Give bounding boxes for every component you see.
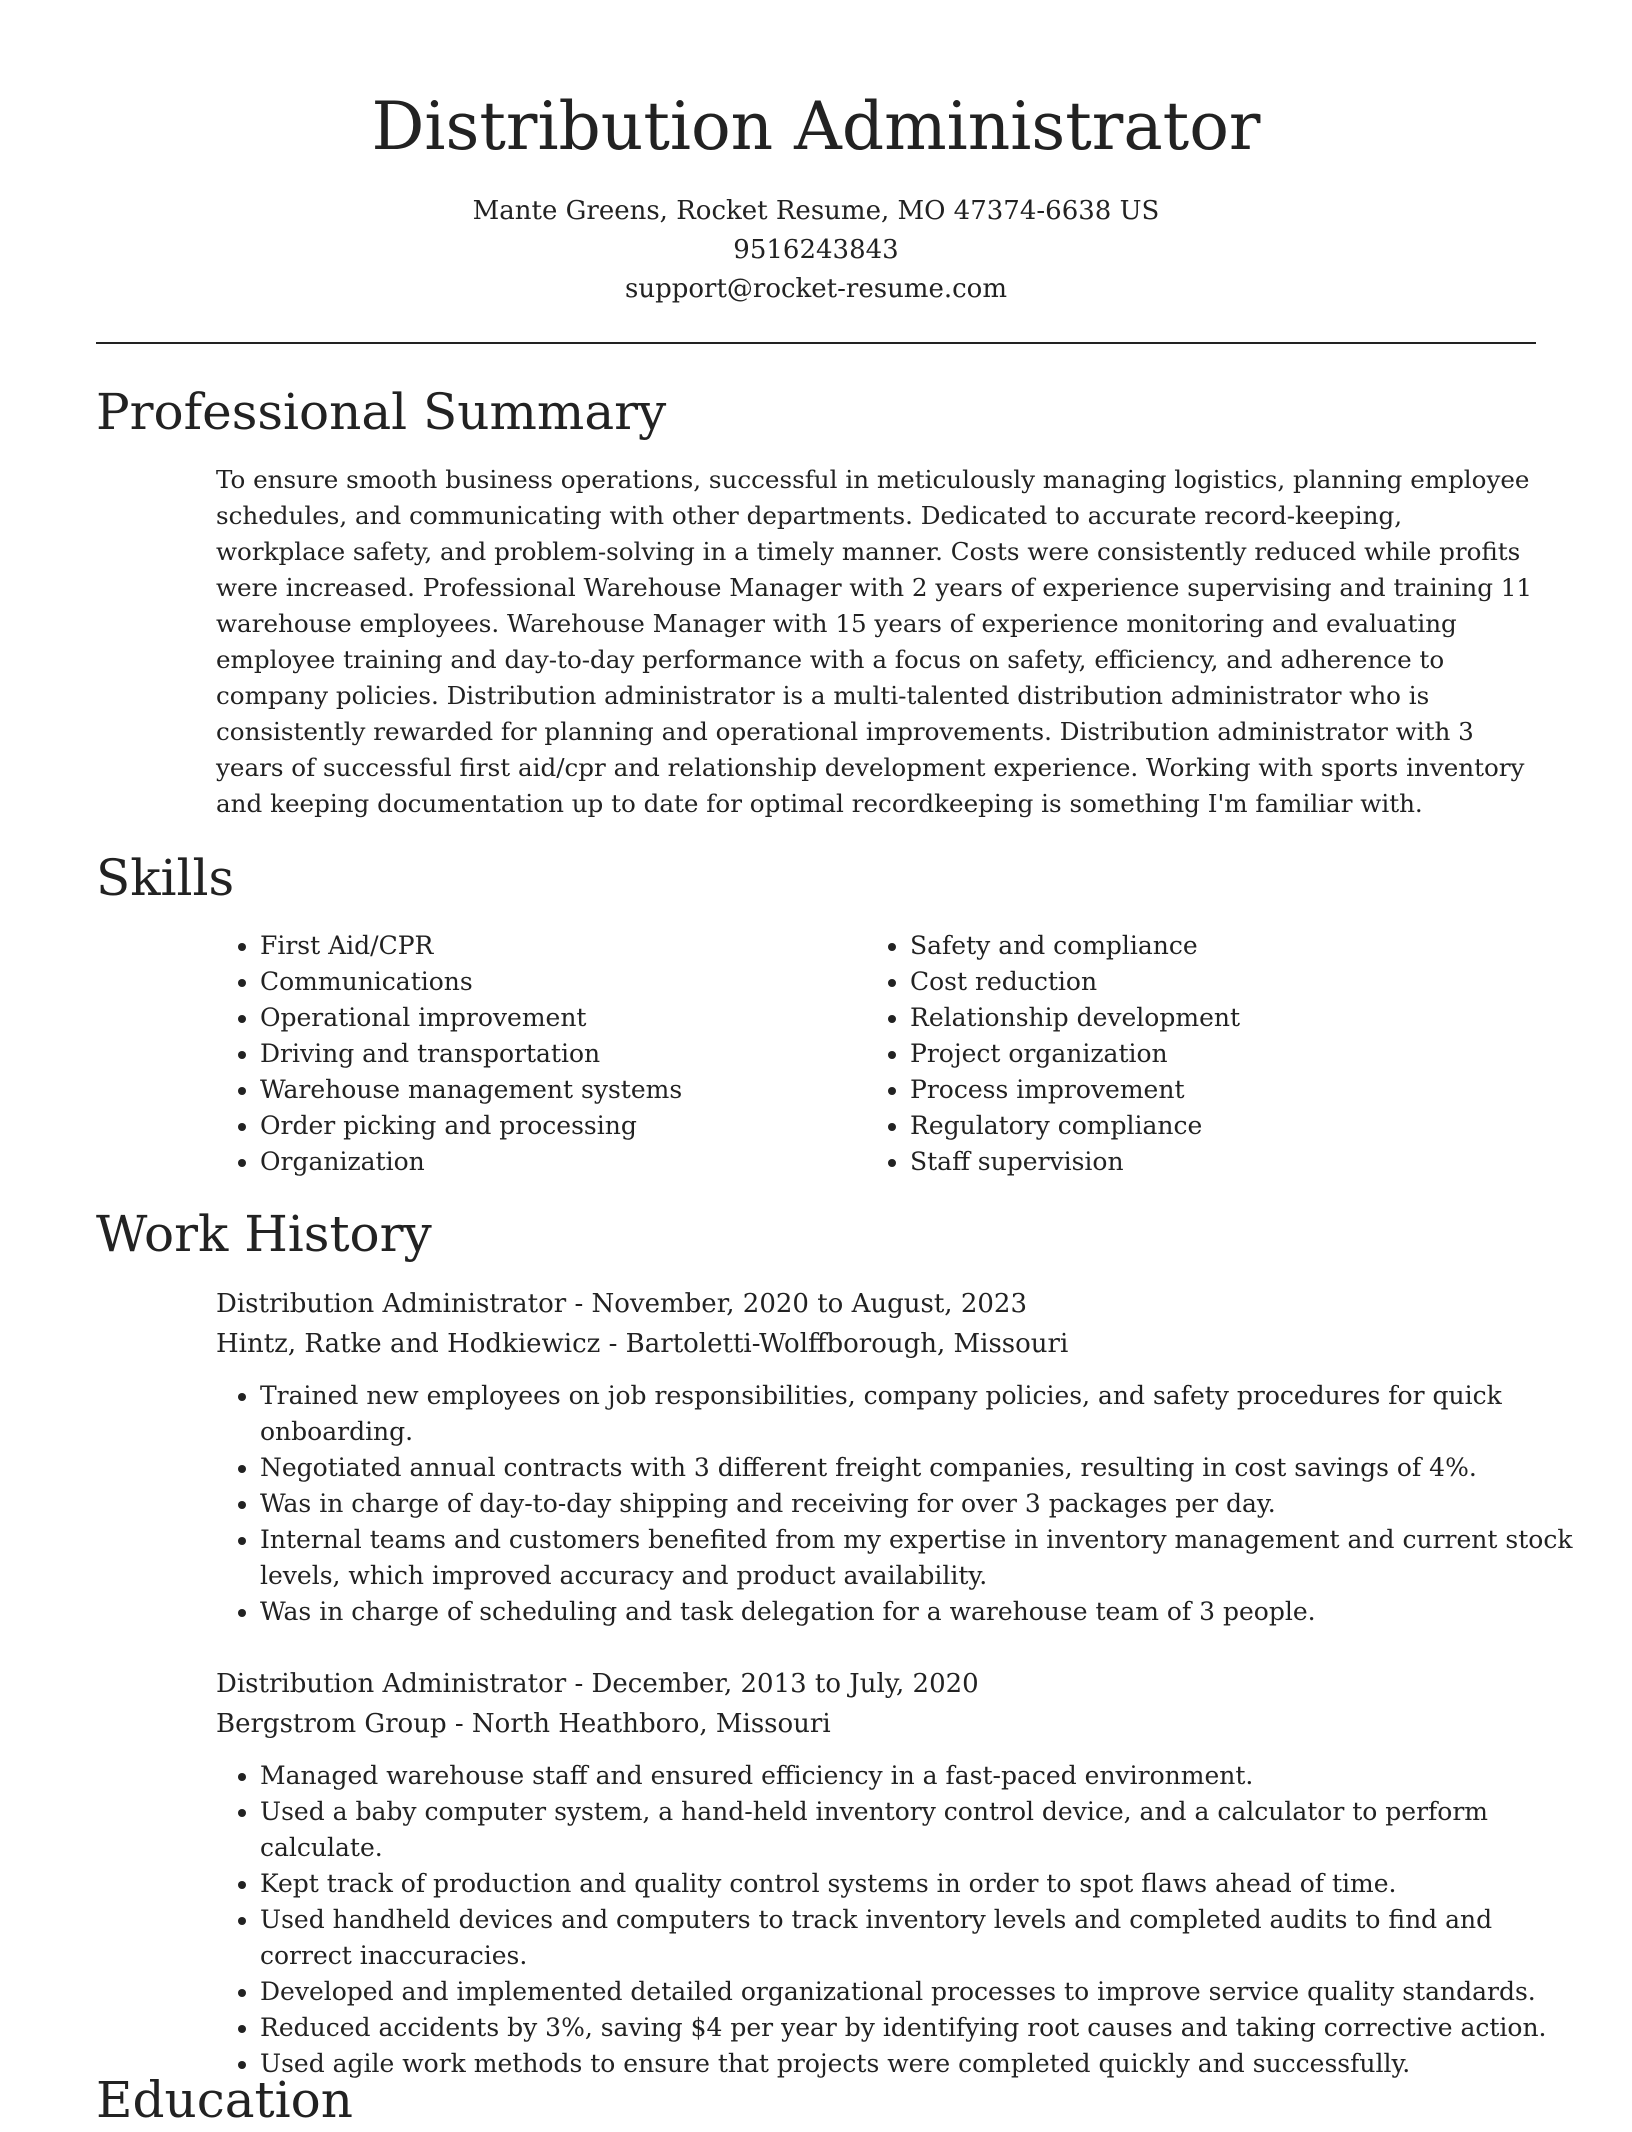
job-location: - North Heathboro, Missouri <box>446 1709 831 1739</box>
job-company-line <box>216 1324 1068 1364</box>
job-dates: - November, 2020 to August, 2023 <box>566 1289 1027 1319</box>
skill-item: • Organization <box>260 1144 860 1180</box>
job-title-line <box>216 1664 979 1704</box>
job-title-line <box>216 1284 1027 1324</box>
skill-item: • First Aid/CPR <box>260 928 860 964</box>
skills-list-right <box>866 928 1550 1180</box>
skills-list-left <box>216 928 860 1180</box>
skill-item: • Relationship development <box>910 1000 1550 1036</box>
job-bullet: • Trained new employees on job responsibilities, company policies, and safety procedures for quick onboarding. <box>260 1378 1580 1450</box>
job-bullets <box>216 1758 1580 2082</box>
summary-text: To ensure smooth business operations, successful in meticulously managing logistics, planning employee schedules, and communicating with other departments. Dedicated to accurate record-keeping, workplace safety, and problem-solving in a timely manner. Costs were consistently reduced while profits were increased. Professional Warehouse Manager with 2 years of experience supervising and training 11 warehouse employees. Warehouse Manager with 15 years of experience monitoring and evaluating employee training and day-to-day performance with a focus on safety, efficiency, and adherence to company policies. Distribution administrator is a multi-talented distribution administrator who is consistently rewarded for planning and operational improvements. Distribution administrator with 3 years of successful first aid/cpr and relationship development experience. Working with sports inventory and keeping documentation up to date for optimal recordkeeping is something I'm familiar with. <box>216 465 1533 818</box>
skill-item: • Project organization <box>910 1036 1550 1072</box>
education-heading: Education <box>96 2071 353 2129</box>
job-bullet: • Managed warehouse staff and ensured efficiency in a fast-paced environment. <box>260 1758 1580 1794</box>
job-location: - Bartoletti-Wolffborough, Missouri <box>600 1329 1069 1359</box>
contact-block <box>0 192 1632 309</box>
job-company: Hintz, Ratke and Hodkiewicz <box>216 1329 601 1359</box>
job-company-line <box>216 1704 831 1744</box>
skill-item: • Warehouse management systems <box>260 1072 860 1108</box>
job-role: Distribution Administrator <box>216 1289 567 1319</box>
job-bullet: • Developed and implemented detailed organizational processes to improve service quality standards. <box>260 1974 1580 2010</box>
job-bullet: • Kept track of production and quality control systems in order to spot flaws ahead of time. <box>260 1866 1580 1902</box>
skill-item: • Safety and compliance <box>910 928 1550 964</box>
skill-item: • Process improvement <box>910 1072 1550 1108</box>
job-bullet: • Reduced accidents by 3%, saving $4 per year by identifying root causes and taking corrective action. <box>260 2010 1580 2046</box>
job-bullets <box>216 1378 1580 1630</box>
job-dates: - December, 2013 to July, 2020 <box>566 1669 979 1699</box>
job-bullet: • Used handheld devices and computers to track inventory levels and completed audits to find and correct inaccuracies. <box>260 1902 1580 1974</box>
job-bullet: • Negotiated annual contracts with 3 different freight companies, resulting in cost savings of 4%. <box>260 1450 1580 1486</box>
skill-item: • Cost reduction <box>910 964 1550 1000</box>
job-bullet: • Used a baby computer system, a hand-held inventory control device, and a calculator to perform calculate. <box>260 1794 1580 1866</box>
contact-phone: 9516243843 <box>733 235 899 265</box>
job-bullet: • Used agile work methods to ensure that projects were completed quickly and successfully. <box>260 2046 1580 2082</box>
work-heading: Work History <box>96 1205 432 1263</box>
contact-email: support@rocket-resume.com <box>624 274 1007 304</box>
skill-item: • Communications <box>260 964 860 1000</box>
summary-heading: Professional Summary <box>96 383 667 441</box>
header-divider <box>96 342 1536 344</box>
skills-heading: Skills <box>96 849 235 907</box>
job-bullet: • Was in charge of scheduling and task delegation for a warehouse team of 3 people. <box>260 1594 1580 1630</box>
skill-item: • Driving and transportation <box>260 1036 860 1072</box>
skill-item: • Operational improvement <box>260 1000 860 1036</box>
resume-name: Distribution Administrator <box>371 88 1261 165</box>
contact-address: Mante Greens, Rocket Resume, MO 47374-6638 US <box>472 196 1160 226</box>
job-company: Bergstrom Group <box>216 1709 447 1739</box>
job-bullet: • Internal teams and customers benefited from my expertise in inventory management and current stock levels, which improved accuracy and product availability. <box>260 1522 1580 1594</box>
skill-item: • Staff supervision <box>910 1144 1550 1180</box>
job-bullet: • Was in charge of day-to-day shipping and receiving for over 3 packages per day. <box>260 1486 1580 1522</box>
job-role: Distribution Administrator <box>216 1669 567 1699</box>
skill-item: • Regulatory compliance <box>910 1108 1550 1144</box>
skill-item: • Order picking and processing <box>260 1108 860 1144</box>
